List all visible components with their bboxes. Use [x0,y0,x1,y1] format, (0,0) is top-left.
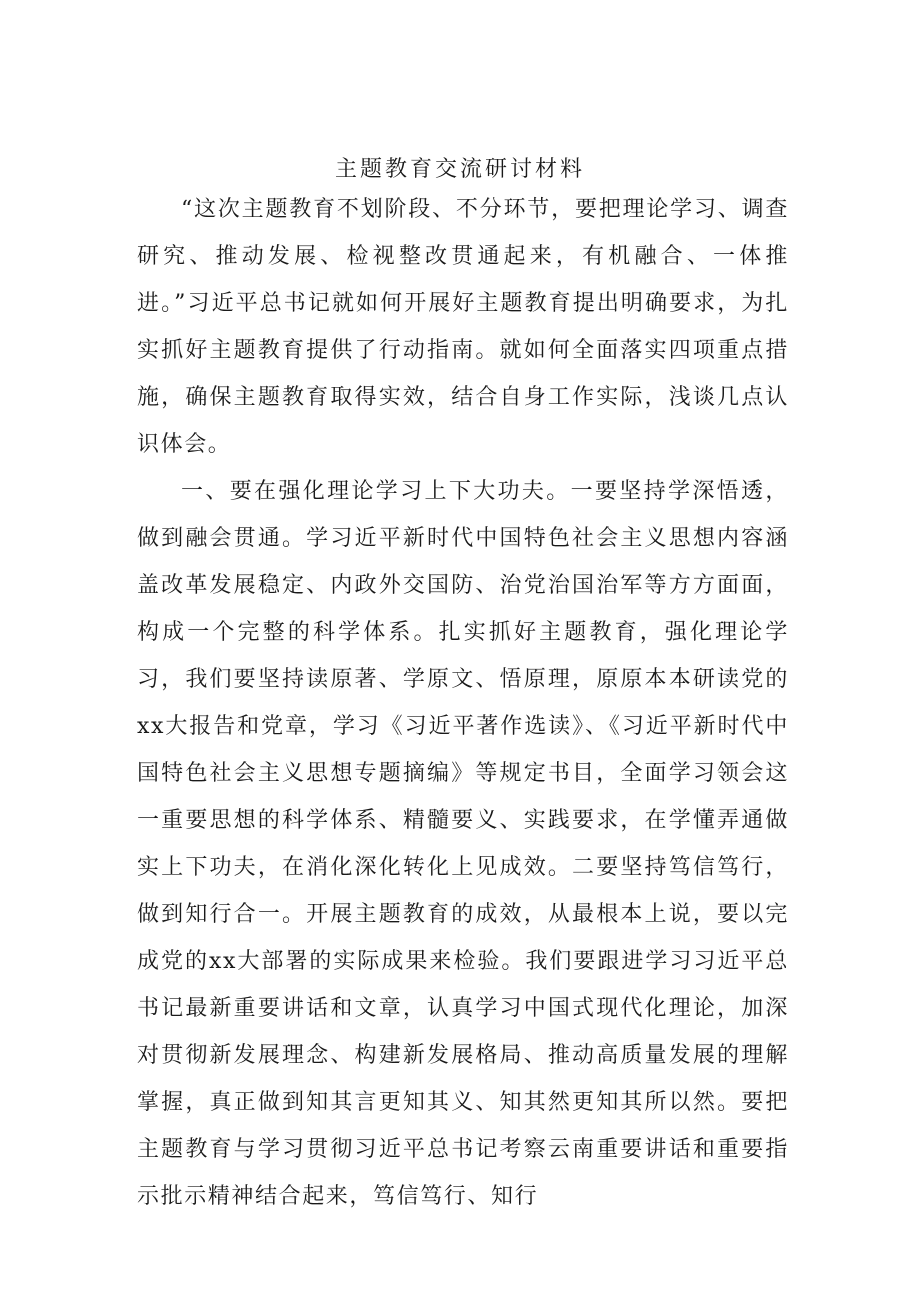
paragraph-intro: “这次主题教育不划阶段、不分环节，要把理论学习、调查研究、推动发展、检视整改贯通起来，有机融合、一体推进。”习近平总书记就如何开展好主题教育提出明确要求，为扎实抓好主题教育提供了行动指南。就如何全面落实四项重点措施，确保主题教育取得实效，结合自身工作实际，浅谈几点认识体会。 [137,197,789,457]
document-title: 主题教育交流研讨材料 [334,157,585,182]
paragraph-section-one: 一、要在强化理论学习上下大功夫。一要坚持学深悟透，做到融会贯通。学习近平新时代中国特色社会主义思想内容涵盖改革发展稳定、内政外交国防、治党治国治军等方方面面，构成一个完整的科学体系。扎实抓好主题教育，强化理论学习，我们要坚持读原著、学原文、悟原理，原原本本研读党的xx大报告和党章，学习《习近平著作选读》、《习近平新时代中国特色社会主义思想专题摘编》等规定书目，全面学习领会这一重要思想的科学体系、精髓要义、实践要求，在学懂弄通做实上下功夫，在消化深化转化上见成效。二要坚持笃信笃行，做到知行合一。开展主题教育的成效，从最根本上说，要以完成党的xx大部署的实际成果来检验。我们要跟进学习习近平总书记最新重要讲话和文章，认真学习中国式现代化理论，加深对贯彻新发展理念、构建新发展格局、推动高质量发展的理解掌握，真正做到知其言更知其义、知其然更知其所以然。要把主题教育与学习贯彻习近平总书记考察云南重要讲话和重要指示批示精神结合起来，笃信笃行、知行 [137,479,789,1209]
document-body [137,186,789,1220]
